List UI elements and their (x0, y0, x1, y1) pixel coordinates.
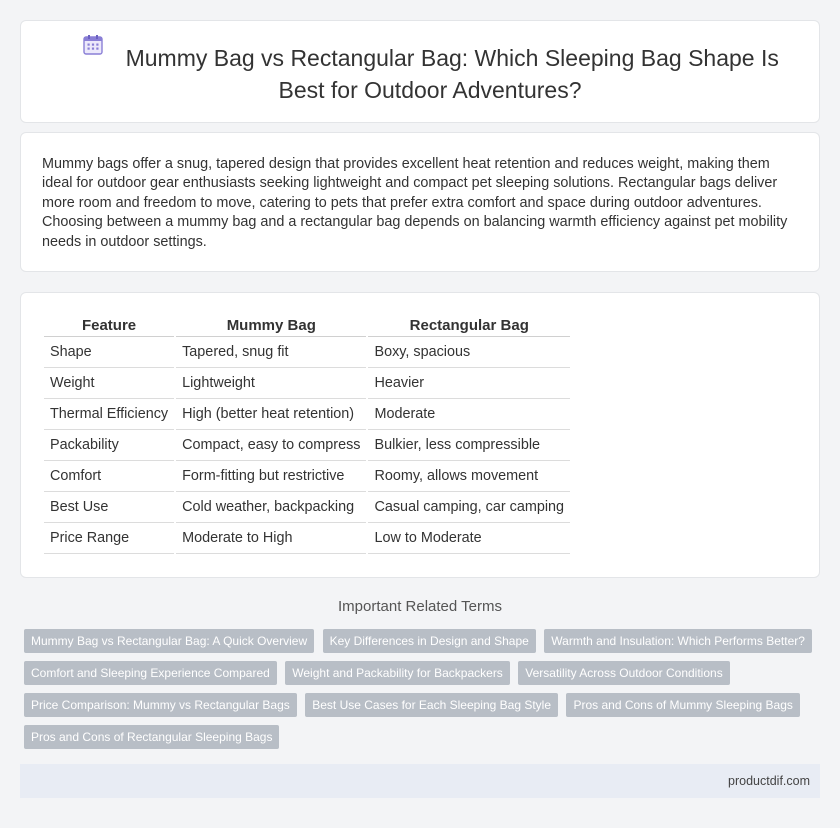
related-term-tag[interactable]: Best Use Cases for Each Sleeping Bag Style (305, 693, 558, 717)
table-row (44, 461, 570, 492)
related-term-tag[interactable]: Pros and Cons of Rectangular Sleeping Bags (24, 725, 279, 749)
row-feature: Price Range (44, 523, 174, 554)
table-row (44, 430, 570, 461)
row-mummy-value: Lightweight (176, 368, 366, 399)
row-rectangular-value: Bulkier, less compressible (368, 430, 570, 461)
row-mummy-value: Form-fitting but restrictive (176, 461, 366, 492)
row-rectangular-value: Moderate (368, 399, 570, 430)
row-feature: Packability (44, 430, 174, 461)
related-terms-tags (24, 629, 824, 757)
row-mummy-value: High (better heat retention) (176, 399, 366, 430)
header-rectangular-bag: Rectangular Bag (368, 315, 570, 337)
row-feature: Thermal Efficiency (44, 399, 174, 430)
related-term-tag[interactable]: Mummy Bag vs Rectangular Bag: A Quick Overview (24, 629, 314, 653)
calendar-icon (81, 33, 105, 62)
row-feature: Comfort (44, 461, 174, 492)
related-term-tag[interactable]: Warmth and Insulation: Which Performs Better? (544, 629, 812, 653)
row-feature: Shape (44, 337, 174, 368)
row-rectangular-value: Low to Moderate (368, 523, 570, 554)
title-card (20, 20, 820, 123)
footer (20, 764, 820, 798)
summary-card (20, 132, 820, 272)
header-feature: Feature (44, 315, 174, 337)
table-row (44, 368, 570, 399)
comparison-table (42, 315, 572, 554)
summary-paragraph: Mummy bags offer a snug, tapered design that provides excellent heat retention and reduces weight, making them ideal for outdoor gear enthusiasts seeking lightweight and compact pet sleeping solutions. Rectangular bags deliver more room and freedom to move, catering to pets that prefer extra comfort and space during outdoor adventures. Choosing between a mummy bag and a rectangular bag depends on balancing warmth efficiency against pet mobility needs in outdoor settings. (42, 156, 788, 250)
title-wrap (61, 44, 799, 105)
table-row (44, 523, 570, 554)
related-term-tag[interactable]: Versatility Across Outdoor Conditions (518, 661, 729, 685)
row-feature: Best Use (44, 492, 174, 523)
row-rectangular-value: Roomy, allows movement (368, 461, 570, 492)
row-rectangular-value: Heavier (368, 368, 570, 399)
related-term-tag[interactable]: Comfort and Sleeping Experience Compared (24, 661, 277, 685)
row-mummy-value: Moderate to High (176, 523, 366, 554)
related-terms-heading: Important Related Terms (338, 598, 502, 615)
row-mummy-value: Cold weather, backpacking (176, 492, 366, 523)
row-mummy-value: Compact, easy to compress (176, 430, 366, 461)
related-term-tag[interactable]: Price Comparison: Mummy vs Rectangular Bags (24, 693, 297, 717)
row-rectangular-value: Casual camping, car camping (368, 492, 570, 523)
table-row (44, 399, 570, 430)
related-term-tag[interactable]: Pros and Cons of Mummy Sleeping Bags (566, 693, 799, 717)
table-row (44, 337, 570, 368)
table-header-row (44, 315, 570, 337)
comparison-card (20, 292, 820, 578)
footer-site-link[interactable]: productdif.com (728, 774, 810, 788)
page-title: Mummy Bag vs Rectangular Bag: Which Sleeping Bag Shape Is Best for Outdoor Adventures? (125, 45, 779, 104)
table-row (44, 492, 570, 523)
header-mummy-bag: Mummy Bag (176, 315, 366, 337)
related-term-tag[interactable]: Key Differences in Design and Shape (323, 629, 536, 653)
related-term-tag[interactable]: Weight and Packability for Backpackers (285, 661, 510, 685)
row-mummy-value: Tapered, snug fit (176, 337, 366, 368)
row-feature: Weight (44, 368, 174, 399)
row-rectangular-value: Boxy, spacious (368, 337, 570, 368)
